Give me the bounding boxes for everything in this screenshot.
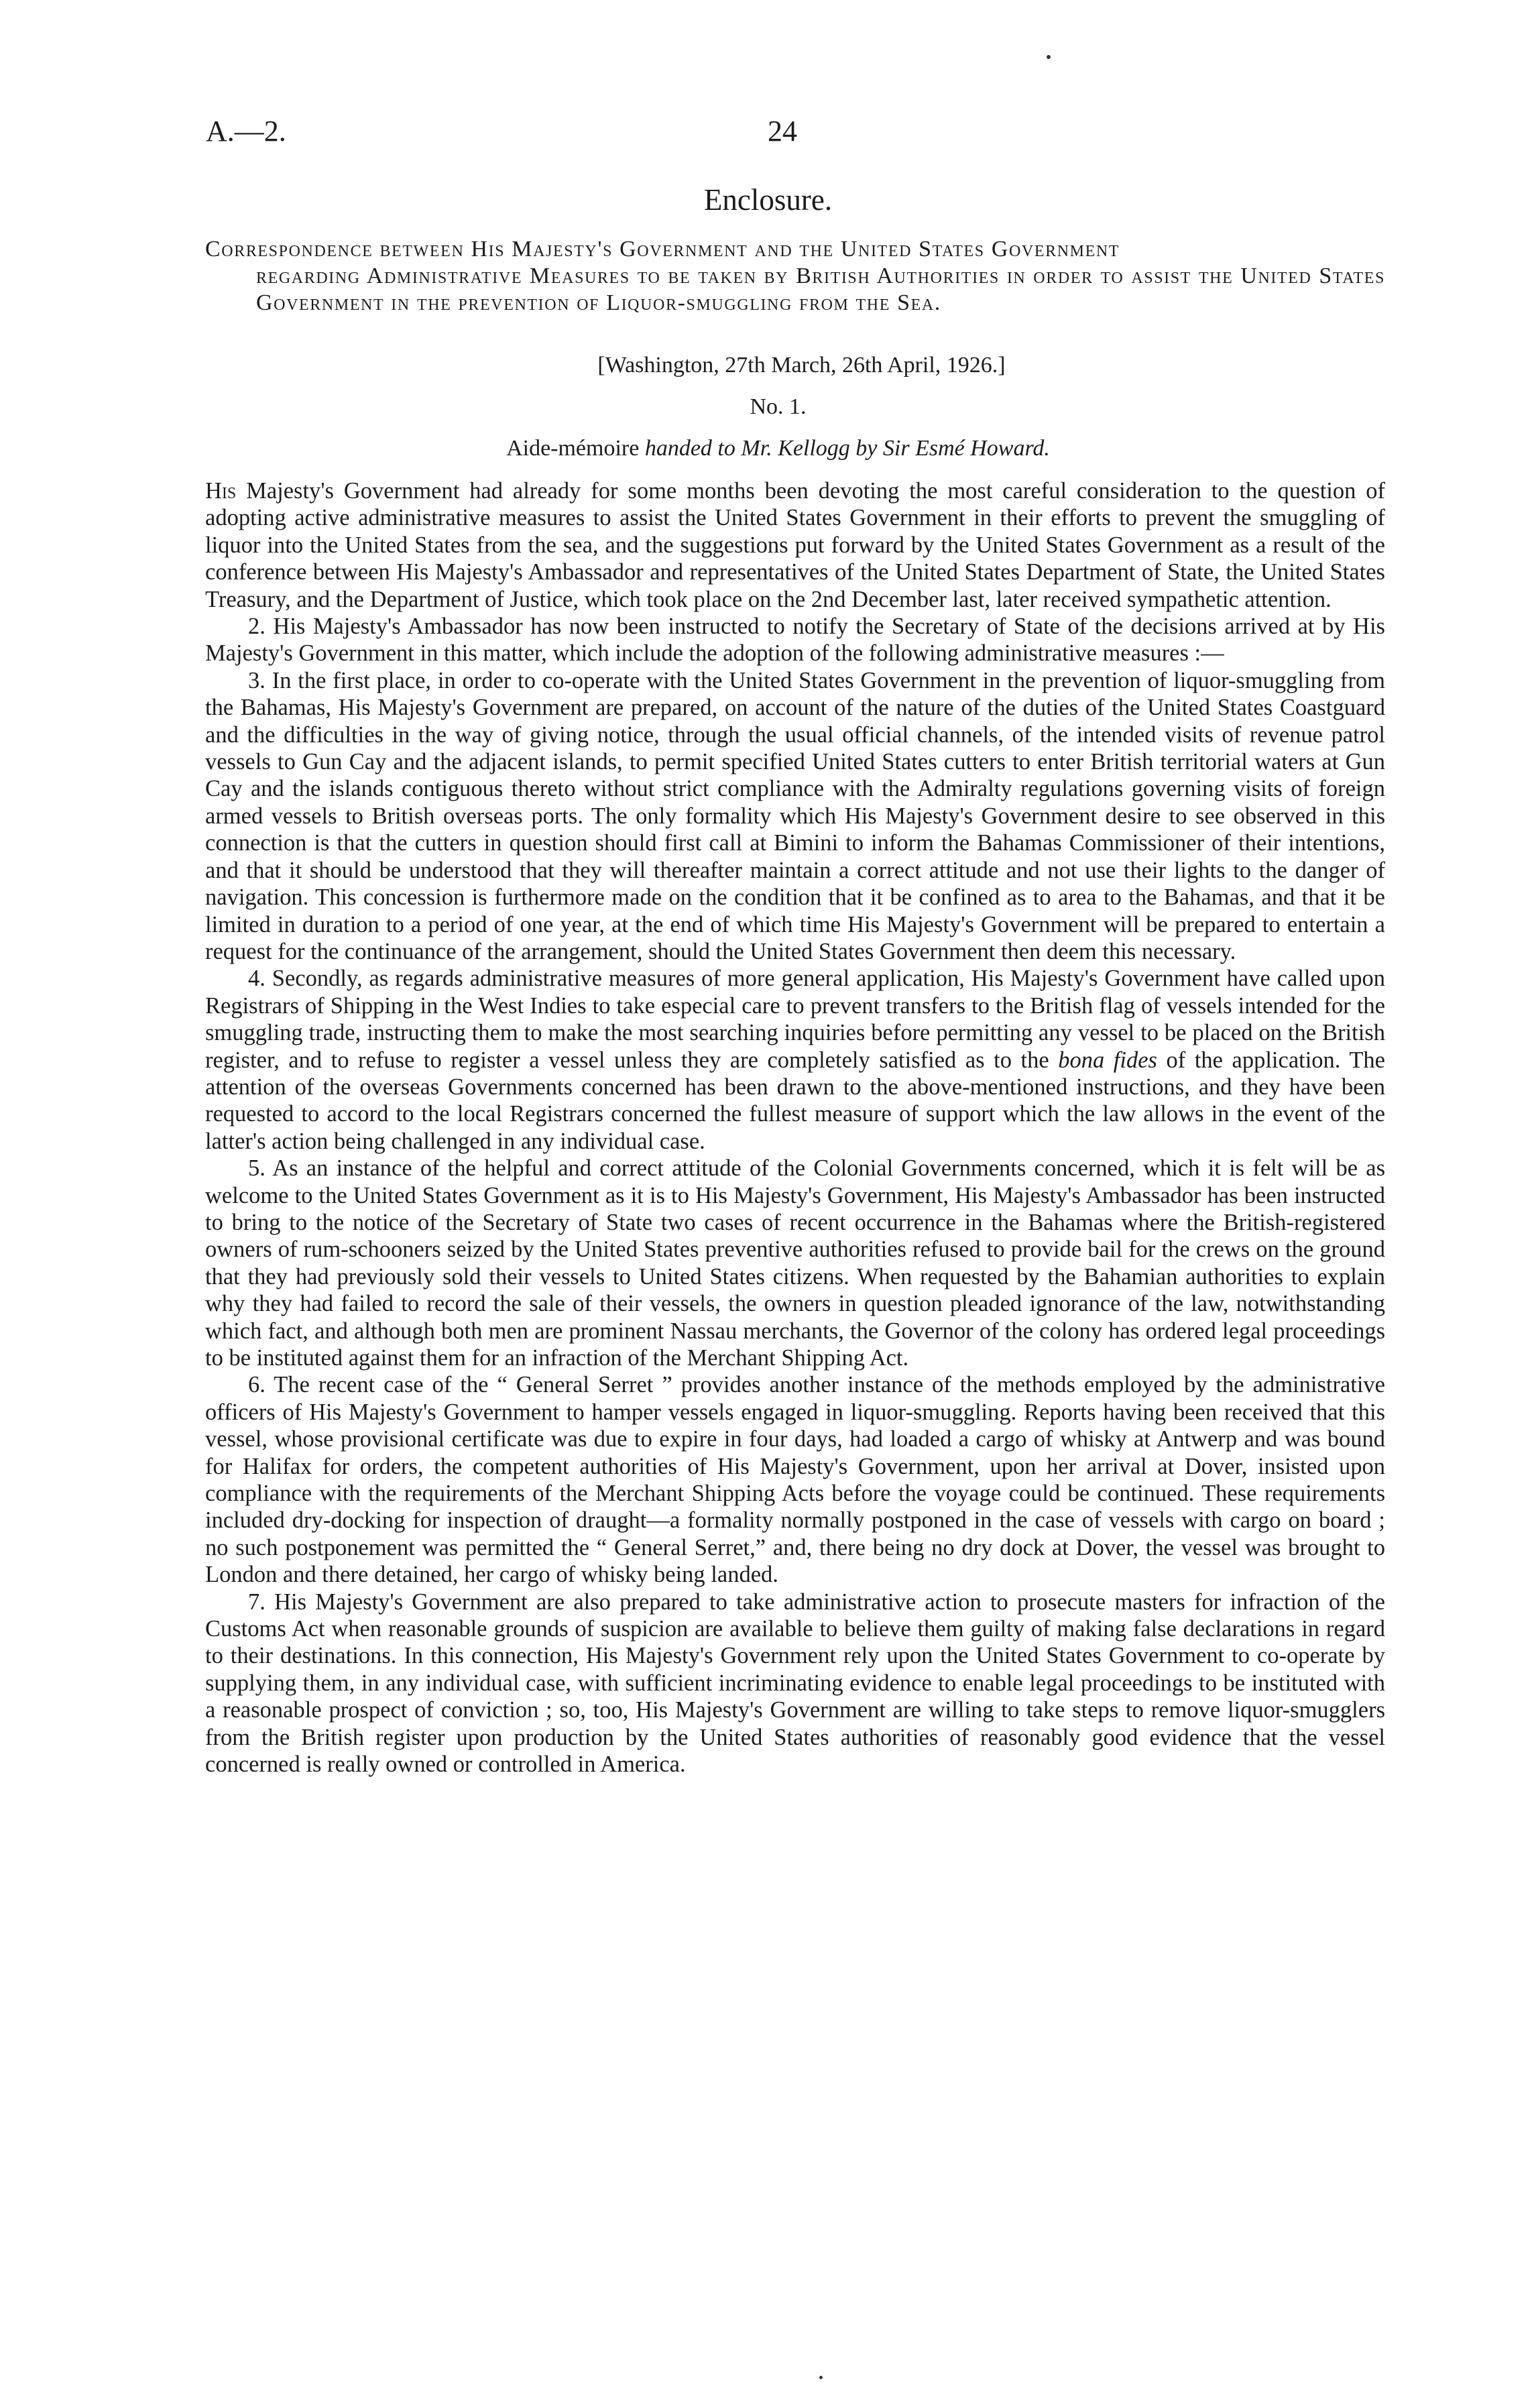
place-and-date: [Washington, 27th March, 26th April, 1926.]	[597, 353, 1006, 378]
paragraph-1-text: Majesty's Government had already for some months been devoting the most careful consideration to the question of adopting active administrative measures to assist the United States Government in their efforts to prevent the smuggling of liquor into the United States from the sea, and the suggestions put forward by the United States Government as a result of the conference between His Majesty's Ambassador and representatives of the United States Department of State, the United States Treasury, and the Department of Justice, which took place on the 2nd December last, later received sympathetic attention.	[205, 478, 1386, 612]
paragraph-3: 3. In the first place, in order to co-operate with the United States Government in the prevention of liquor-smuggling from the Bahamas, His Majesty's Government are prepared, on account of the nature of the duties of the United States Coastguard and the difficulties in the way of giving notice, through the usual official channels, of the intended visits of revenue patrol vessels to Gun Cay and the adjacent islands, to permit specified United States cutters to enter British territorial waters at Gun Cay and the islands contiguous thereto without strict compliance with the Admiralty regulations governing visits of foreign armed vessels to British overseas ports. The only formality which His Majesty's Government desire to see observed in this connection is that the cutters in question should first call at Bimini to inform the Bahamas Commissioner of their intentions, and that it should be understood that they will thereafter maintain a correct attitude and not use their lights to the danger of navigation. This concession is furthermore made on the condition that it be confined as to area to the Bahamas, and that it be limited in duration to a period of one year, at the end of which time His Majesty's Government will be prepared to entertain a request for the continuance of the arrangement, should the United States Government then deem this necessary.	[205, 667, 1385, 964]
paragraph-7: 7. His Majesty's Government are also prepared to take administrative action to prosecute masters for infraction of the Customs Act when reasonable grounds of suspicion are available to believe them guilty of making false declarations in regard to their destinations. In this connection, His Majesty's Government rely upon the United States Government to co-operate by supplying them, in any individual case, with sufficient incriminating evidence to enable legal proceedings to be instituted with a reasonable prospect of conviction ; so, too, His Majesty's Government are willing to take steps to remove liquor-smugglers from the British register upon production by the United States authorities of reasonably good evidence that the vessel concerned is really owned or controlled in America.	[205, 1589, 1385, 1778]
paragraph-5: 5. As an instance of the helpful and correct attitude of the Colonial Governments concerned, which it is felt will be as welcome to the United States Government as it is to His Majesty's Government, His Majesty's Ambassador has been instructed to bring to the notice of the Secretary of State two cases of recent occurrence in the Bahamas where the British-registered owners of rum-schooners seized by the United States preventive authorities refused to provide bail for the crews on the ground that they had previously sold their vessels to United States citizens. When requested by the Bahamian authorities to explain why they had failed to record the sale of their vessels, the owners in question pleaded ignorance of the law, notwithstanding which fact, and although both men are prominent Nassau merchants, the Governor of the colony has ordered legal proceedings to be instituted against them for an infraction of the Merchant Shipping Act.	[205, 1155, 1385, 1371]
paragraph-1-lead: His	[205, 478, 237, 504]
paragraph-6: 6. The recent case of the “ General Serret ” provides another instance of the methods employed by the administrative officers of His Majesty's Government to hamper vessels engaged in liquor-smuggling. Reports having been received that this vessel, whose provisional certificate was due to expire in four days, had loaded a cargo of whisky at Antwerp and was bound for Halifax for orders, the competent authorities of His Majesty's Government, upon her arrival at Dover, insisted upon compliance with the requirements of the Merchant Shipping Acts before the voyage could be continued. These requirements included dry-docking for inspection of draught—a formality normally postponed in the case of vessels with cargo on board ; no such postponement was permitted the “ General Serret,” and, there being no dry dock at Dover, the vessel was brought to London and there detained, her cargo of whisky being landed.	[205, 1372, 1385, 1588]
subject-continuation: regarding Administrative Measures to be taken by British Authorities in order to assist the United States Government in the prevention of Liquor-smuggling from the Sea.	[256, 264, 1385, 315]
subject-first-line: Correspondence between His Majesty's Government and the United States Government	[205, 237, 1120, 262]
scan-speck	[1047, 55, 1051, 59]
paragraph-4-italic: bona fides	[1058, 1047, 1157, 1073]
paragraph-1	[205, 477, 1385, 613]
memorandum-body	[205, 477, 1385, 1778]
paragraph-4-before: 4. Secondly, as regards administrative measures of more general application, His Majesty's Government have called upon Registrars of Shipping in the West Indies to take especial care to prevent transfers to the British flag of vessels intended for the smuggling trade, instructing them to make the most searching inquiries before permitting any vessel to be placed on the British register, and to refuse to register a vessel unless they are completely satisfied as to the	[205, 966, 1385, 1073]
paragraph-2: 2. His Majesty's Ambassador has now been instructed to notify the Secretary of State of the decisions arrived at by His Majesty's Government in this matter, which include the adoption of the following administrative measures :—	[205, 614, 1385, 667]
document-title	[0, 436, 1536, 461]
document-number: No. 1.	[750, 394, 807, 419]
page-number: 24	[768, 115, 797, 148]
document-title-italic: handed to Mr. Kellogg by Sir Esmé Howard.	[644, 436, 1050, 461]
enclosure-heading: Enclosure.	[703, 183, 833, 217]
scan-speck	[819, 2376, 823, 2379]
document-title-plain: Aide-mémoire	[506, 436, 640, 461]
paragraph-4-after: of the application. The attention of the overseas Governments concerned has been drawn to the above-mentioned instructions, and they have been requested to accord to the local Registrars concerned the fullest measure of support which the law allows in the event of the latter's action being challenged in any individual case.	[205, 1047, 1385, 1154]
paragraph-4	[205, 965, 1385, 1155]
parliamentary-paper-reference: A.—2.	[206, 115, 286, 148]
correspondence-subject	[205, 236, 1385, 317]
